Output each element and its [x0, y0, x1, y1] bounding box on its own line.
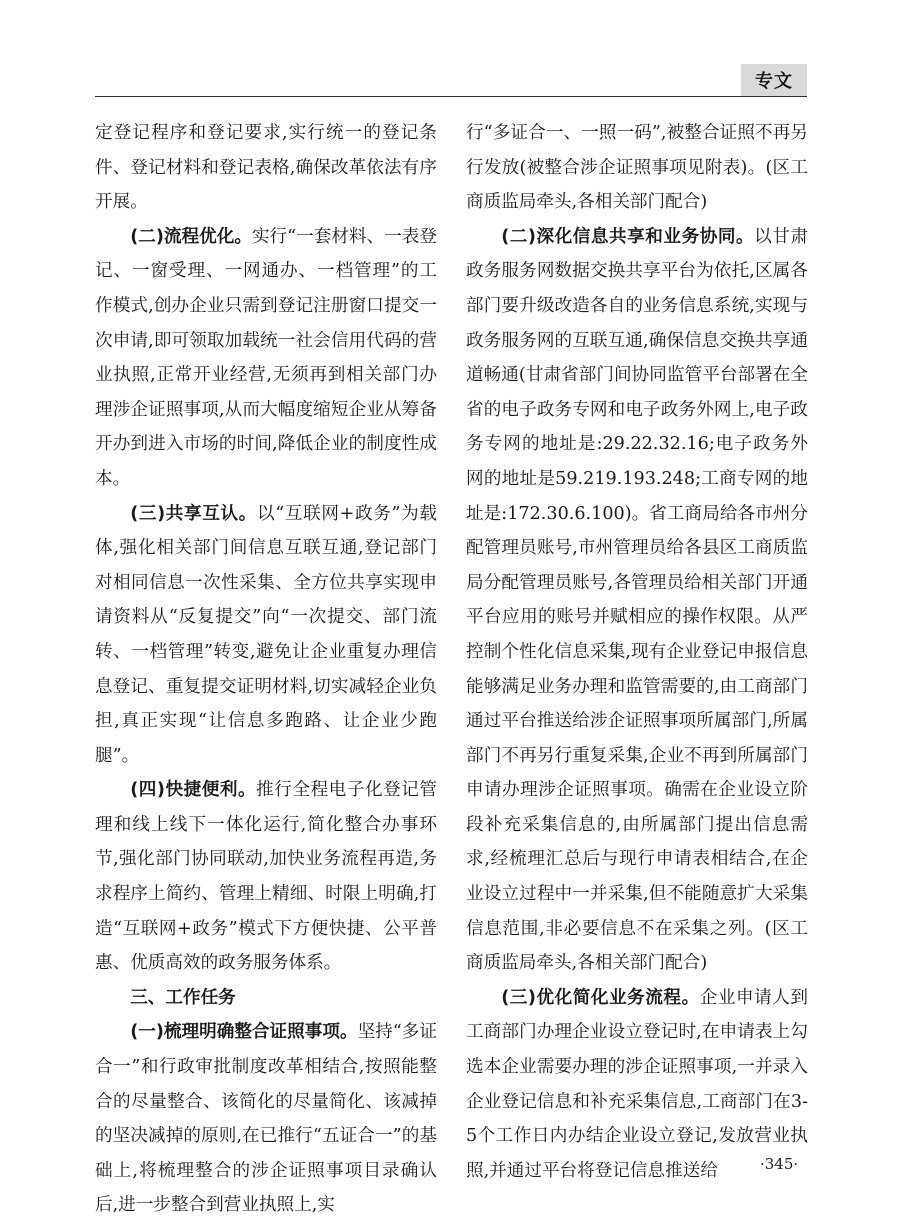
paragraph-body: 实行“一套材料、一表登记、一窗受理、一网通办、一档管理”的工作模式,创办企业只需到登记注册窗口提交一次申请,即可领取加载统一社会信用代码的营业执照,正常开业经营,无须再到相关部门办理涉企证照事项,从而大幅度缩短企业从筹备开办到进入市场的时间,降低企业的制度性成本。: [95, 226, 437, 489]
section-heading: 三、工作任务: [130, 987, 236, 1008]
paragraph-body: 推行全程电子化登记管理和线上线下一体化运行,简化整合办事环节,强化部门协同联动,加快业务流程再造,务求程序上简约、管理上精细、时限上明确,打造“互联网+政务”模式下方便快捷、公平普惠、优质高效的政务服务体系。: [95, 780, 437, 974]
paragraph: 定登记程序和登记要求,实行统一的登记条件、登记材料和登记表格,确保改革依法有序开展。: [95, 123, 437, 213]
paragraph: [95, 773, 437, 981]
paragraph: [95, 497, 437, 774]
paragraph-body: 以“互联网+政务”为载体,强化相关部门间信息互联互通,登记部门对相同信息一次性采集、全方位共享实现申请资料从“反复提交”向“一次提交、部门流转、一档管理”转变,避免让企业重复办理信息登记、重复提交证明材料,切实减轻企业负担,真正实现“让信息多跑路、让企业少跑腿”。: [95, 503, 437, 766]
paragraph: [95, 220, 437, 497]
header-rule: [95, 96, 807, 97]
section-tag: 专文: [741, 64, 807, 96]
paragraph: [466, 220, 808, 981]
page-number: ·345·: [760, 1155, 799, 1173]
paragraph-body: 坚持“多证合一”和行政审批制度改革相结合,按照能整合的尽量整合、该简化的尽量简化、该减掉的坚决减掉的原则,在已推行“五证合一”的基础上,将梳理整合的涉企证照事项目录确认后,进一步整合到营业执照上,实: [95, 1022, 437, 1216]
left-column: [95, 116, 437, 1223]
paragraph-body: 以甘肃政务服务网数据交换共享平台为依托,区属各部门要升级改造各自的业务信息系统,实现与政务服务网的互联互通,确保信息交换共享通道畅通(甘肃省部门间协同监管平台部署在全省的电子政务专网和电子政务外网上,电子政务专网的地址是:29.22.32.16;电子政务外网的地址是59.219.193.248;工商专网的地址是:172.30.6.100)。省工商局给各市州分配管理员账号,市州管理员给各县区工商质监局分配管理员账号,各管理员给相关部门开通平台应用的账号并赋相应的操作权限。从严控制个性化信息采集,现有企业登记申报信息能够满足业务办理和监管需要的,由工商部门通过平台推送给涉企证照事项所属部门,所属部门不再另行重复采集,企业不再到所属部门申请办理涉企证照事项。确需在企业设立阶段补充采集信息的,由所属部门提出信息需求,经梳理汇总后与现行申请表相结合,在企业设立过程中一并采集,但不能随意扩大采集信息范围,非必要信息不在采集之列。(区工商质监局牵头,各相关部门配合): [466, 226, 808, 974]
paragraph-lead: (四)快捷便利。: [130, 780, 257, 801]
paragraph: 行“多证合一、一照一码”,被整合证照不再另行发放(被整合涉企证照事项见附表)。(区工商质监局牵头,各相关部门配合): [466, 123, 808, 213]
paragraph: [466, 981, 808, 1189]
paragraph-lead: (二)深化信息共享和业务协同。: [501, 226, 755, 247]
paragraph-lead: (一)梳理明确整合证照事项。: [130, 1022, 358, 1043]
paragraph: [95, 1015, 437, 1223]
paragraph-lead: (三)优化简化业务流程。: [501, 987, 700, 1008]
right-column: [466, 116, 808, 1188]
paragraph-lead: (二)流程优化。: [130, 226, 252, 247]
paragraph-lead: (三)共享互认。: [130, 503, 258, 524]
paragraph-body: 企业申请人到工商部门办理企业设立登记时,在申请表上勾选本企业需要办理的涉企证照事项,一并录入企业登记信息和补充采集信息,工商部门在3-5个工作日内办结企业设立登记,发放营业执照,并通过平台将登记信息推送给: [466, 987, 808, 1181]
